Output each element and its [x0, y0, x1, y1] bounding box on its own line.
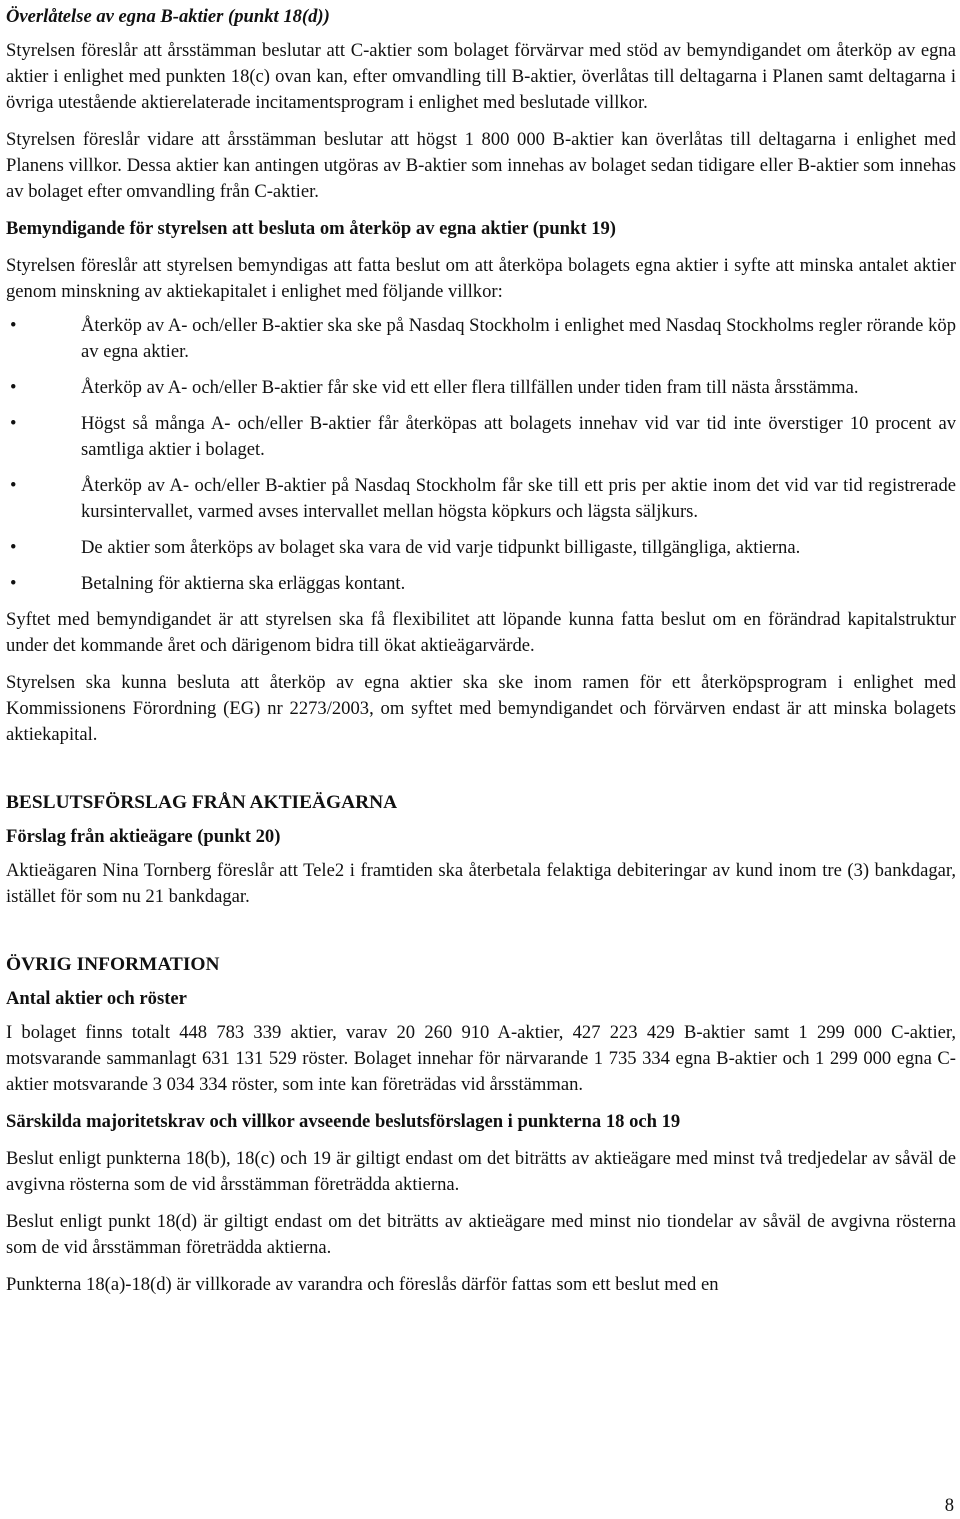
paragraph-buyback-program: Styrelsen ska kunna besluta att återköp av egna aktier ska ske inom ramen för ett återköpsprogram i enlighet med Kommissionens Förordning (EG) nr 2273/2003, om syftet med bemyndigandet och förvärven endast är att minska bolagets aktiekapital.: [6, 672, 956, 745]
section-heading-other-information: ÖVRIG INFORMATION: [6, 954, 220, 975]
list-item-text: Återköp av A- och/eller B-aktier ska ske på Nasdaq Stockholm i enlighet med Nasdaq Stockholms regler rörande köp av egna aktier.: [81, 315, 956, 362]
subheading-majority-requirements: Särskilda majoritetskrav och villkor avseende beslutsförslagen i punkterna 18 och 19: [6, 1111, 681, 1132]
list-item-text: Återköp av A- och/eller B-aktier på Nasdaq Stockholm får ske till ett pris per aktie inom det vid var tid registrerade kursintervallet, varmed avses intervallet mellan högsta köpkurs och lägsta säljkurs.: [81, 475, 956, 522]
section-heading-shareholder-proposals: BESLUTSFÖRSLAG FRÅN AKTIEÄGARNA: [6, 792, 398, 813]
buyback-conditions-list: [6, 313, 956, 597]
paragraph-buyback-intro: Styrelsen föreslår att styrelsen bemyndigas att fatta beslut om att återköpa bolagets egna aktier i syfte att minska antalet aktier genom minskning av aktiekapitalet i enlighet med följande villkor:: [6, 255, 956, 302]
document-page: [6, 0, 956, 1298]
paragraph-majority-nine-tenths: Beslut enligt punkt 18(d) är giltigt endast om det biträtts av aktieägare med minst nio tiondelar av såväl de avgivna rösterna som de vid årsstämman företrädda aktierna.: [6, 1211, 956, 1258]
paragraph-transfer-proposal: Styrelsen föreslår att årsstämman beslutar att C-aktier som bolaget förvärvar med stöd av bemyndigandet om återköp av egna aktier i enlighet med punkten 18(c) ovan kan, efter omvandling till B-aktier, överlåtas till deltagarna i Planen samt deltagarna i övriga utestående aktierelaterade incitamentsprogram i enlighet med beslutade villkor.: [6, 40, 956, 113]
list-item-text: Högst så många A- och/eller B-aktier får återköpas att bolagets innehav vid var tid inte överstiger 10 procent av samtliga aktier i bolaget.: [81, 413, 956, 460]
bullet-icon: •: [10, 573, 17, 594]
paragraph-transfer-max-shares: Styrelsen föreslår vidare att årsstämman beslutar att högst 1 800 000 B-aktier kan överlåtas till deltagarna i enlighet med Planens villkor. Dessa aktier kan antingen utgöras av B-aktier som innehas av bolaget sedan tidigare eller B-aktier som innehas av bolaget efter omvandling från C-aktier.: [6, 129, 956, 202]
list-item-text: De aktier som återköps av bolaget ska vara de vid varje tidpunkt billigaste, tillgängliga, aktierna.: [81, 537, 801, 558]
paragraph-shares-and-votes: I bolaget finns totalt 448 783 339 aktier, varav 20 260 910 A-aktier, 427 223 429 B-aktier samt 1 299 000 C-aktier, motsvarande sammanlagt 631 131 529 röster. Bolaget innehar för närvarande 1 735 334 egna B-aktier och 1 299 000 egna C-aktier motsvarande 3 034 334 röster, som inte kan företrädas vid årsstämman.: [6, 1022, 956, 1095]
paragraph-conditional-items: Punkterna 18(a)-18(d) är villkorade av varandra och föreslås därför fattas som ett beslut med en: [6, 1274, 719, 1295]
bullet-icon: •: [10, 475, 17, 496]
paragraph-buyback-purpose: Syftet med bemyndigandet är att styrelsen ska få flexibilitet att löpande kunna fatta beslut om en förändrad kapitalstruktur under det kommande året och därigenom bidra till ökat aktieägarvärde.: [6, 609, 956, 656]
list-item: [6, 473, 956, 525]
bullet-icon: •: [10, 537, 17, 558]
bullet-icon: •: [10, 413, 17, 434]
list-item: [6, 375, 956, 401]
list-item: [6, 571, 956, 597]
list-item-text: Betalning för aktierna ska erläggas kontant.: [81, 573, 406, 594]
section-heading-transfer-b-shares: Överlåtelse av egna B-aktier (punkt 18(d)): [6, 6, 330, 27]
list-item-text: Återköp av A- och/eller B-aktier får ske vid ett eller flera tillfällen under tiden fram till nästa årsstämma.: [81, 377, 859, 398]
subheading-shareholder-proposal: Förslag från aktieägare (punkt 20): [6, 826, 281, 847]
list-item: [6, 535, 956, 561]
bullet-icon: •: [10, 315, 17, 336]
list-item: [6, 411, 956, 463]
page-number: 8: [944, 1495, 954, 1516]
list-item: [6, 313, 956, 365]
bullet-icon: •: [10, 377, 17, 398]
section-heading-buyback-mandate: Bemyndigande för styrelsen att besluta om återköp av egna aktier (punkt 19): [6, 218, 616, 239]
paragraph-majority-two-thirds: Beslut enligt punkterna 18(b), 18(c) och 19 är giltigt endast om det biträtts av aktieägare med minst två tredjedelar av såväl de avgivna rösterna som de vid årsstämman företrädda aktierna.: [6, 1148, 956, 1195]
paragraph-shareholder-proposal: Aktieägaren Nina Tornberg föreslår att Tele2 i framtiden ska återbetala felaktiga debiteringar av kund inom tre (3) bankdagar, istället för som nu 21 bankdagar.: [6, 860, 956, 907]
subheading-shares-and-votes: Antal aktier och röster: [6, 988, 187, 1009]
